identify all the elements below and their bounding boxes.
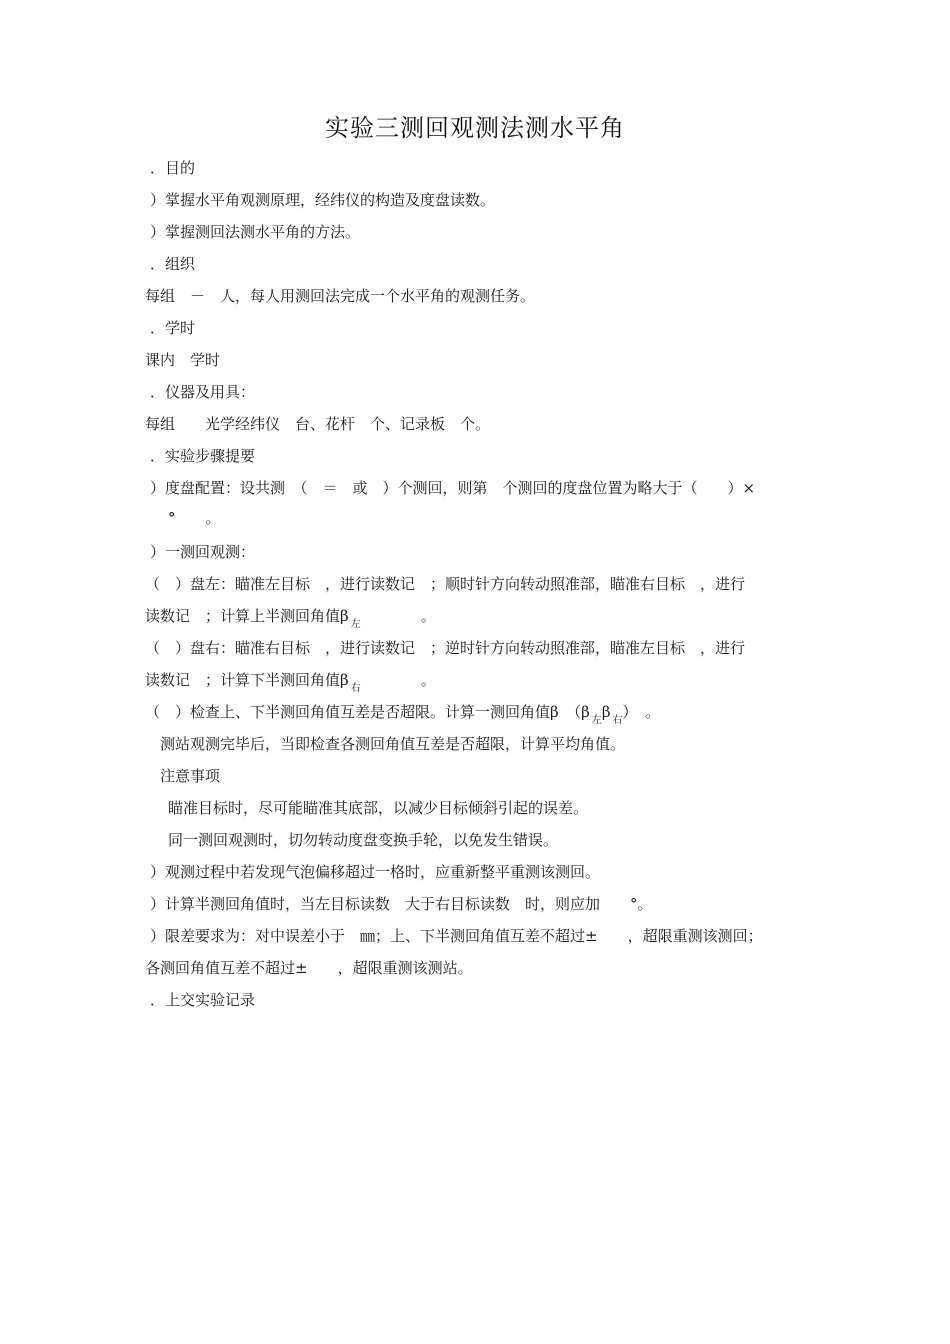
note-5-line-b: 各测回角值互差不超过± ，超限重测该测站。 (145, 959, 473, 977)
beta-left-sub: 左 (591, 715, 602, 726)
beta-symbol: β (601, 703, 611, 721)
step-2-2-text: 读数记 ；计算下半测回角值β (145, 671, 349, 689)
hours-text: 课内 学时 (145, 351, 221, 369)
page-title: 实验三测回观测法测水平角 (325, 114, 625, 142)
note-5-line-a: ）限差要求为：对中误差小于 ㎜；上、下半测回角值互差不超过± ，超限重测该测回； (150, 927, 763, 945)
step-2-3-line (145, 702, 660, 725)
tools-heading: ．仪器及用具： (150, 383, 256, 401)
beta-left-subscript: 左 (350, 619, 361, 630)
note-1: 瞄准目标时，尽可能瞄准其底部，以减少目标倾斜引起的误差。 (168, 799, 589, 817)
notes-heading: 注意事项 (160, 767, 221, 785)
station-check: 测站观测完毕后，当即检查各测回角值互差是否超限，计算平均角值。 (160, 735, 626, 753)
purpose-item-1: ）掌握水平角观测原理，经纬仪的构造及度盘读数。 (150, 191, 496, 209)
step-2-1-line-b (145, 606, 436, 629)
org-text: 每组 － 人，每人用测回法完成一个水平角的观测任务。 (145, 287, 536, 305)
note-2: 同一测回观测时，切勿转动度盘变换手轮，以免发生错误。 (168, 831, 559, 849)
note-4: ）计算半测回角值时，当左目标读数 大于右目标读数 时，则应加 °。 (150, 895, 653, 913)
step-2-3-end: ） 。 (622, 703, 661, 721)
step-2-2-line-a: （ ）盘右：瞄准右目标 ，进行读数记 ；逆时针方向转动照准部，瞄准左目标 ，进行 (145, 639, 746, 657)
step-2-1-text: 读数记 ；计算上半测回角值β (145, 607, 349, 625)
step-2-3-text: （ ）检查上、下半测回角值互差是否超限。计算一测回角值β （β (145, 703, 590, 721)
step-2-heading: ）一测回观测： (150, 543, 256, 561)
purpose-item-2: ）掌握测回法测水平角的方法。 (150, 223, 361, 241)
tools-text: 每组 光学经纬仪 台、花杆 个、记录板 个。 (145, 415, 491, 433)
purpose-heading: ．目的 (150, 159, 196, 177)
note-3: ）观测过程中若发现气泡偏移超过一格时，应重新整平重测该测回。 (150, 863, 601, 881)
step-2-1-end: 。 (360, 607, 436, 625)
org-heading: ．组织 (150, 255, 196, 273)
steps-heading: ．实验步骤提要 (150, 447, 256, 465)
step-1-line-b: ° 。 (168, 509, 221, 527)
hours-heading: ．学时 (150, 319, 196, 337)
beta-right-sub: 右 (612, 715, 623, 726)
submit-heading: ．上交实验记录 (150, 991, 256, 1009)
step-2-2-end: 。 (360, 671, 436, 689)
step-2-2-line-b (145, 670, 436, 693)
beta-right-subscript: 右 (350, 683, 361, 694)
step-1-line-a: ）度盘配置：设共测 （ ＝ 或 ）个测回，则第 个测回的度盘位置为略大于（ ）× (150, 479, 756, 497)
step-2-1-line-a: （ ）盘左：瞄准左目标 ，进行读数记 ；顺时针方向转动照准部，瞄准右目标 ，进行 (145, 575, 746, 593)
